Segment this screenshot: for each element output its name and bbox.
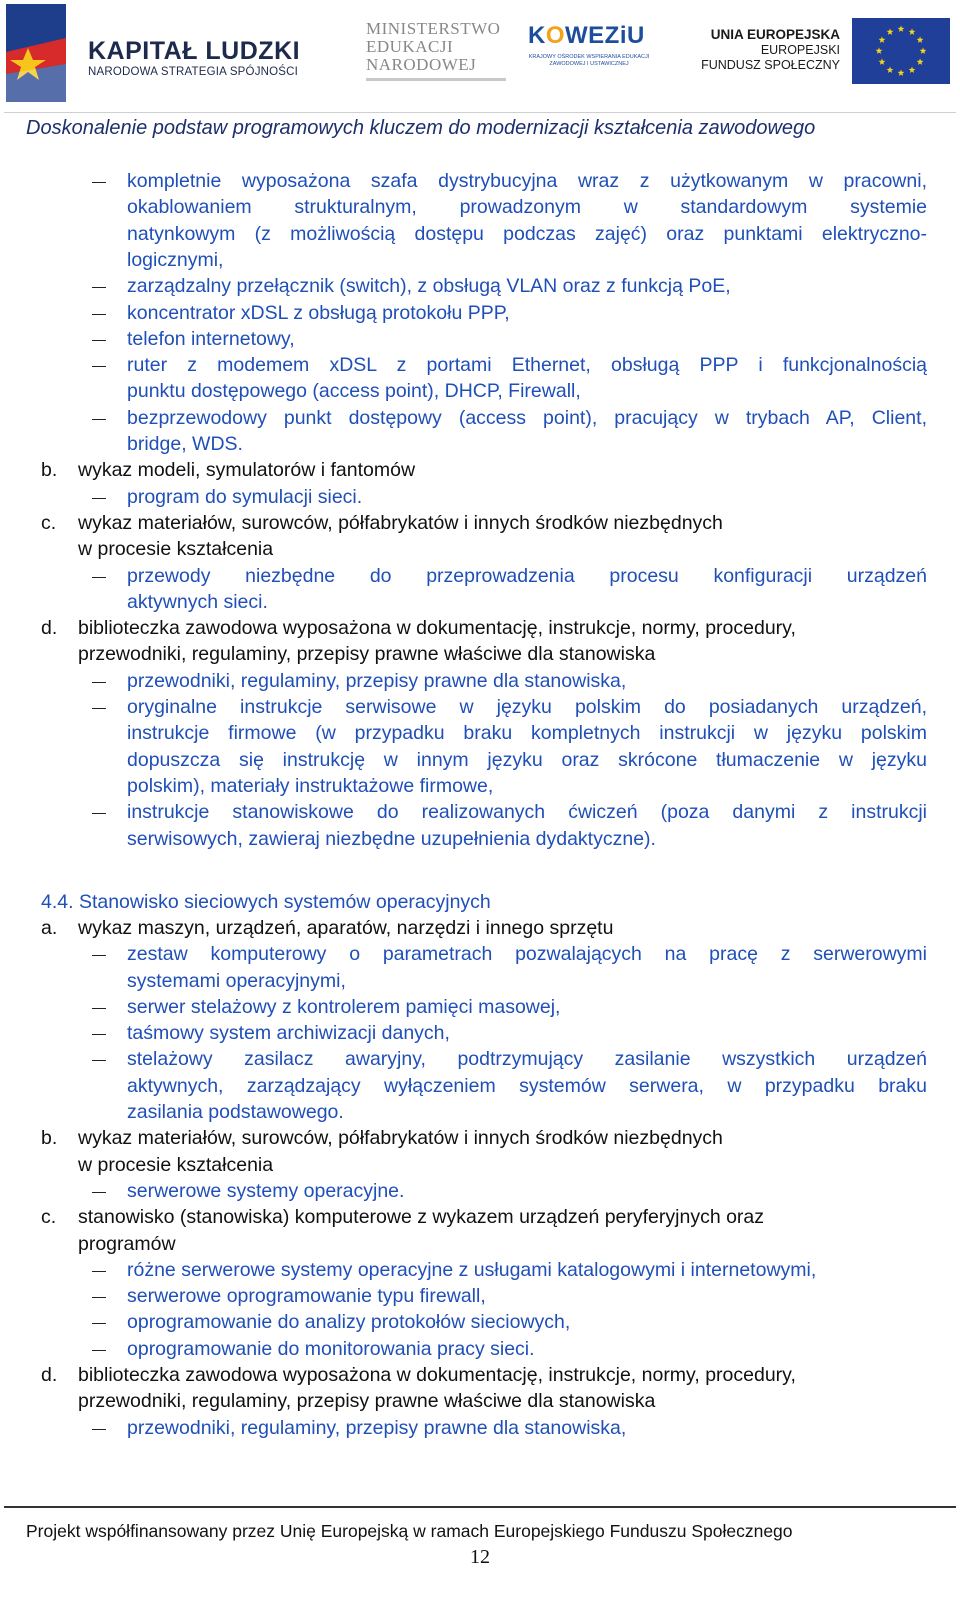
- list-item-line: serwerowe oprogramowanie typu firewall,: [127, 1285, 486, 1308]
- list-heading-line: wykaz materiałów, surowców, półfabrykatów i innych środków niezbędnych: [78, 1127, 723, 1150]
- list-item-line: taśmowy system archiwizacji danych,: [127, 1022, 450, 1045]
- dash-bullet-icon: [92, 813, 106, 814]
- dash-bullet-icon: [92, 1297, 106, 1298]
- list-item-line: aktywnych, zarządzający wyłączeniem systemów serwera, w przypadku braku: [127, 1074, 927, 1097]
- dash-bullet-icon: [92, 1429, 106, 1430]
- kowezu-logo: [528, 22, 650, 82]
- dash-bullet-icon: [92, 314, 106, 315]
- eu-flag-icon: [852, 18, 950, 84]
- footer-text: Projekt współfinansowany przez Unię Europejską w ramach Europejskiego Funduszu Społecznego: [26, 1521, 793, 1541]
- list-letter-label: a.: [41, 916, 58, 939]
- list-heading-line: wykaz materiałów, surowców, półfabrykatów i innych środków niezbędnych: [78, 511, 723, 534]
- kapital-ludzki-title: KAPITAŁ LUDZKI: [88, 37, 301, 65]
- list-item-line: przewodniki, regulaminy, przepisy prawne dla stanowiska,: [127, 1416, 627, 1439]
- kowezu-subtitle: KRAJOWY OŚRODEK WSPIERANIA EDUKACJI ZAWODOWEJ I USTAWICZNEJ: [528, 54, 650, 67]
- list-item-line: polskim), materiały instruktażowe firmowe,: [127, 774, 494, 797]
- dash-bullet-icon: [92, 1008, 106, 1009]
- ue-line-2: EUROPEJSKI: [760, 43, 840, 57]
- dash-bullet-icon: [92, 577, 106, 578]
- list-item-line: zasilania podstawowego.: [127, 1101, 344, 1123]
- list-heading-line: stanowisko (stanowiska) komputerowe z wykazem urządzeń peryferyjnych oraz: [78, 1206, 765, 1229]
- dash-bullet-icon: [92, 955, 106, 956]
- kapital-ludzki-logo-icon: [6, 4, 66, 102]
- list-heading-line: przewodniki, regulaminy, przepisy prawne właściwe dla stanowiska: [78, 1390, 656, 1413]
- list-item-line: program do symulacji sieci.: [127, 485, 363, 508]
- list-item-line: różne serwerowe systemy operacyjne z usługami katalogowymi i internetowymi,: [127, 1258, 817, 1281]
- list-item-line: zarządzalny przełącznik (switch), z obsługą VLAN oraz z funkcją PoE,: [127, 275, 731, 298]
- dash-bullet-icon: [92, 1271, 106, 1272]
- ministerstwo-line: MINISTERSTWO: [366, 19, 501, 38]
- kowezu-title: KOWEZiU: [528, 22, 645, 49]
- footer-divider: [4, 1506, 956, 1508]
- list-item-line: przewodniki, regulaminy, przepisy prawne dla stanowiska,: [127, 669, 627, 692]
- list-item-line: instrukcje stanowiskowe do realizowanych ćwiczeń (poza danymi z instrukcji: [127, 801, 927, 824]
- header-logos: [0, 0, 960, 112]
- dash-bullet-icon: [92, 419, 106, 420]
- list-heading-line: w procesie kształcenia: [78, 1153, 274, 1176]
- dash-bullet-icon: [92, 1060, 106, 1061]
- list-item-line: telefon internetowy,: [127, 327, 295, 350]
- list-item-line: kompletnie wyposażona szafa dystrybucyjna wraz z użytkowanym w pracowni,: [127, 170, 927, 192]
- list-letter-label: c.: [41, 511, 57, 534]
- list-item-line: ruter z modemem xDSL z portami Ethernet, obsługą PPP i funkcjonalnością: [127, 354, 927, 377]
- list-item-line: serwisowych, zawieraj niezbędne uzupełnienia dydaktyczne).: [127, 827, 656, 850]
- ministerstwo-line: NARODOWEJ: [366, 55, 477, 74]
- list-item-line: przewody niezbędne do przeprowadzenia procesu konfiguracji urządzeń: [127, 564, 927, 587]
- dash-bullet-icon: [92, 498, 106, 499]
- document-title: Doskonalenie podstaw programowych kluczem do modernizacji kształcenia zawodowego: [26, 117, 816, 139]
- list-item-line: serwer stelażowy z kontrolerem pamięci masowej,: [127, 995, 561, 1018]
- list-heading-line: w procesie kształcenia: [78, 538, 274, 561]
- list-item-line: natynkowym (z możliwością dostępu podczas zajęć) oraz punktami elektryczno-: [127, 222, 927, 245]
- list-heading-line: przewodniki, regulaminy, przepisy prawne właściwe dla stanowiska: [78, 643, 656, 666]
- list-item-line: oprogramowanie do monitorowania pracy sieci.: [127, 1337, 535, 1360]
- ministerstwo-line: EDUKACJI: [366, 37, 454, 56]
- list-item-line: logicznymi,: [127, 248, 224, 271]
- dash-bullet-icon: [92, 682, 106, 683]
- list-heading-line: wykaz maszyn, urządzeń, aparatów, narzędzi i innego sprzętu: [78, 916, 614, 939]
- list-heading-line: programów: [78, 1232, 176, 1255]
- header-divider: [4, 112, 956, 113]
- list-item-line: bridge, WDS.: [127, 433, 243, 455]
- list-heading-line: wykaz modeli, symulatorów i fantomów: [78, 459, 416, 482]
- ue-line-1: UNIA EUROPEJSKA: [710, 27, 840, 42]
- dash-bullet-icon: [92, 182, 106, 183]
- list-item-line: oryginalne instrukcje serwisowe w języku polskim do posiadanych urządzeń,: [127, 696, 927, 718]
- dash-bullet-icon: [92, 1034, 106, 1035]
- section-heading: 4.4. Stanowisko sieciowych systemów operacyjnych: [41, 890, 491, 913]
- list-letter-label: b.: [41, 459, 58, 482]
- dash-bullet-icon: [92, 1192, 106, 1193]
- dash-bullet-icon: [92, 340, 106, 341]
- list-item-line: zestaw komputerowy o parametrach pozwalających na pracę z serwerowymi: [127, 943, 927, 966]
- ue-line-3: FUNDUSZ SPOŁECZNY: [701, 58, 840, 72]
- list-item-line: stelażowy zasilacz awaryjny, podtrzymujący zasilanie wszystkich urządzeń: [127, 1048, 927, 1071]
- ministerstwo-logo: [366, 20, 506, 74]
- list-letter-label: d.: [41, 617, 58, 640]
- list-item-line: instrukcje firmowe (w przypadku braku kompletnych instrukcji w języku polskim: [127, 722, 927, 745]
- page-number: 12: [470, 1546, 490, 1568]
- list-heading-line: biblioteczka zawodowa wyposażona w dokumentację, instrukcje, normy, procedury,: [78, 617, 796, 640]
- list-item-line: koncentrator xDSL z obsługą protokołu PPP,: [127, 301, 510, 324]
- list-item-line: okablowaniem strukturalnym, prowadzonym w standardowym systemie: [127, 196, 927, 219]
- list-letter-label: c.: [41, 1206, 57, 1229]
- list-item-line: aktywnych sieci.: [127, 590, 268, 613]
- kapital-ludzki-wordmark: [88, 38, 300, 78]
- list-item-line: systemami operacyjnymi,: [127, 969, 346, 992]
- list-item-line: oprogramowanie do analizy protokołów sieciowych,: [127, 1311, 571, 1334]
- list-item-line: dopuszcza się instrukcję w innym języku oraz skrócone tłumaczenie w języku: [127, 748, 927, 771]
- list-heading-line: biblioteczka zawodowa wyposażona w dokumentację, instrukcje, normy, procedury,: [78, 1364, 796, 1386]
- ministerstwo-underline: [366, 78, 506, 81]
- kapital-ludzki-subtitle: NARODOWA STRATEGIA SPÓJNOŚCI: [88, 66, 299, 78]
- dash-bullet-icon: [92, 1350, 106, 1351]
- dash-bullet-icon: [92, 287, 106, 288]
- dash-bullet-icon: [92, 366, 106, 367]
- ue-wordmark: [690, 26, 840, 73]
- list-item-line: punktu dostępowego (access point), DHCP, Firewall,: [127, 380, 581, 403]
- list-item-line: serwerowe systemy operacyjne.: [127, 1179, 405, 1202]
- list-letter-label: b.: [41, 1127, 58, 1150]
- dash-bullet-icon: [92, 708, 106, 709]
- dash-bullet-icon: [92, 1323, 106, 1324]
- list-item-line: bezprzewodowy punkt dostępowy (access point), pracujący w trybach AP, Client,: [127, 406, 927, 429]
- list-letter-label: d.: [41, 1364, 58, 1386]
